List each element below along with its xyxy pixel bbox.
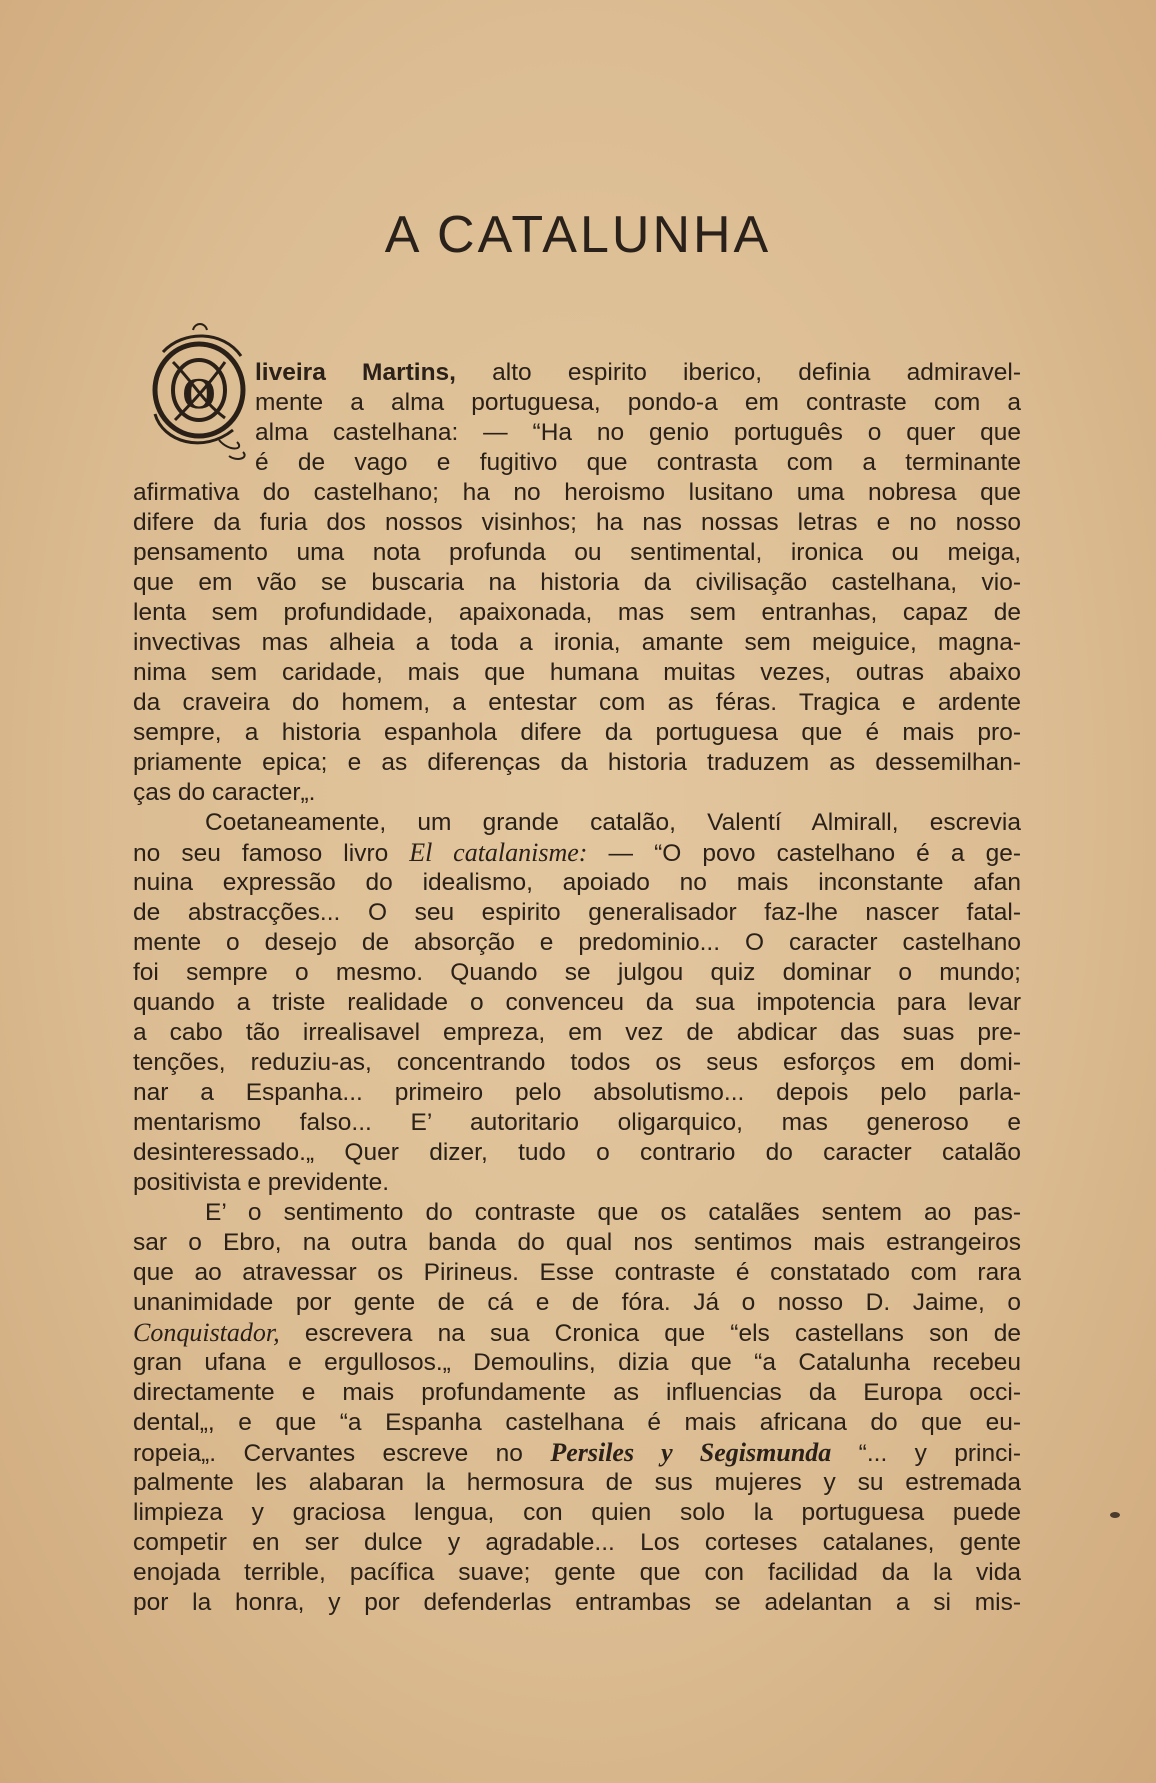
- text-line: [133, 958, 1021, 988]
- text-line: [133, 448, 1021, 478]
- text-run: pensamento uma nota profunda ou sentimental, ironica ou meiga,: [133, 539, 1021, 566]
- text-line: [133, 928, 1021, 958]
- text-line: [133, 1078, 1021, 1108]
- text-run: escrevera na sua Cronica que “els castellans son de: [279, 1320, 1021, 1347]
- text-run: quando a triste realidade o convenceu da sua impotencia para levar: [133, 989, 1021, 1016]
- text-run: por la honra, y por defenderlas entrambas se adelantan a si mis-: [133, 1589, 1021, 1616]
- text-line: [133, 778, 1021, 808]
- text-line: [133, 1198, 1021, 1228]
- text-run: priamente epica; e as diferenças da historia traduzem as dessemilhan-: [133, 749, 1021, 776]
- text-line: [133, 1258, 1021, 1288]
- text-run: da craveira do homem, a entestar com as féras. Tragica e ardente: [133, 689, 1021, 716]
- text-run: de abstracções... O seu espirito generalisador faz-lhe nascer fatal-: [133, 899, 1021, 926]
- text-line: [133, 388, 1021, 418]
- text-line: [133, 598, 1021, 628]
- text-line: [133, 1168, 1021, 1198]
- text-line: [133, 568, 1021, 598]
- text-run: ropeia„. Cervantes escreve no: [133, 1440, 551, 1467]
- text-run: tenções, reduziu-as, concentrando todos os seus esforços em domi-: [133, 1049, 1021, 1076]
- text-run: difere da furia dos nossos visinhos; ha nas nossas letras e no nosso: [133, 509, 1021, 536]
- text-run: que em vão se buscaria na historia da civilisação castelhana, vio-: [133, 569, 1021, 596]
- page-title: A CATALUNHA: [384, 206, 772, 264]
- text-run: afirmativa do castelhano; ha no heroismo lusitano uma nobresa que: [133, 479, 1021, 506]
- text-run: nar a Espanha... primeiro pelo absolutismo... depois pelo parla-: [133, 1079, 1021, 1106]
- text-line: [133, 688, 1021, 718]
- text-run: invectivas mas alheia a toda a ironia, amante sem meiguice, magna-: [133, 629, 1021, 656]
- text-run: sempre, a historia espanhola difere da portuguesa que é mais pro-: [133, 719, 1021, 746]
- paper-blemish: [1110, 1512, 1120, 1518]
- text-run: E’ o sentimento do contraste que os catalães sentem ao pas-: [205, 1199, 1021, 1226]
- text-line: [133, 658, 1021, 688]
- text-line: [133, 1018, 1021, 1048]
- text-run: competir en ser dulce y agradable... Los corteses catalanes, gente: [133, 1529, 1021, 1556]
- italic-title: Persiles y Segismunda: [550, 1438, 832, 1467]
- text-run: gran ufana e ergullosos.„ Demoulins, dizia que “a Catalunha recebeu: [133, 1349, 1021, 1376]
- text-line: [133, 358, 1021, 388]
- text-run: Coetaneamente, um grande catalão, Valentí Almirall, escrevia: [205, 809, 1021, 836]
- bold-name: liveira Martins,: [255, 359, 456, 386]
- italic-title: El catalanisme:: [409, 838, 588, 867]
- text-line: [133, 508, 1021, 538]
- text-run: lenta sem profundidade, apaixonada, mas sem entranhas, capaz de: [133, 599, 1021, 626]
- text-line: [133, 838, 1021, 868]
- text-line: [133, 1288, 1021, 1318]
- text-line: [133, 1558, 1021, 1588]
- text-run: nuina expressão do idealismo, apoiado no mais inconstante afan: [133, 869, 1021, 896]
- dropcap-letter: O: [181, 369, 217, 418]
- text-run: — “O povo castelhano é a ge-: [587, 840, 1021, 867]
- text-run: é de vago e fugitivo que contrasta com a terminante: [255, 449, 1021, 476]
- text-line: [133, 988, 1021, 1018]
- text-run: nima sem caridade, mais que humana muitas vezes, outras abaixo: [133, 659, 1021, 686]
- text-line: [133, 1408, 1021, 1438]
- text-run: “... y princi-: [831, 1440, 1021, 1467]
- text-line: [133, 628, 1021, 658]
- text-line: [133, 1348, 1021, 1378]
- text-line: [133, 418, 1021, 448]
- text-line: [133, 538, 1021, 568]
- text-run: mente a alma portuguesa, pondo-a em contraste com a: [255, 389, 1021, 416]
- text-run: alto espirito iberico, definia admiravel-: [455, 359, 1021, 386]
- text-line: [133, 1378, 1021, 1408]
- text-run: alma castelhana: — “Ha no genio português o quer que: [255, 419, 1021, 446]
- text-run: desinteressado.„ Quer dizer, tudo o contrario do caracter catalão: [133, 1139, 1021, 1166]
- text-line: [133, 1108, 1021, 1138]
- text-run: ças do caracter„.: [133, 779, 316, 806]
- text-line: [133, 1498, 1021, 1528]
- text-run: a cabo tão irrealisavel empreza, em vez de abdicar das suas pre-: [133, 1019, 1021, 1046]
- text-run: mentarismo falso... E’ autoritario oligarquico, mas generoso e: [133, 1109, 1021, 1136]
- text-run: foi sempre o mesmo. Quando se julgou quiz dominar o mundo;: [133, 959, 1021, 986]
- text-run: no seu famoso livro: [133, 840, 410, 867]
- text-run: positivista e previdente.: [133, 1169, 390, 1196]
- text-run: sar o Ebro, na outra banda do qual nos sentimos mais estrangeiros: [133, 1229, 1021, 1256]
- text-line: [133, 1138, 1021, 1168]
- text-line: [133, 1048, 1021, 1078]
- text-run: palmente les alabaran la hermosura de sus mujeres y su estremada: [133, 1469, 1021, 1496]
- text-line: [133, 1468, 1021, 1498]
- text-line: [133, 1438, 1021, 1468]
- text-line: [133, 718, 1021, 748]
- text-run: unanimidade por gente de cá e de fóra. Já o nosso D. Jaime, o: [133, 1289, 1021, 1316]
- text-line: [133, 748, 1021, 778]
- text-run: enojada terrible, pacífica suave; gente que con facilidad da la vida: [133, 1559, 1021, 1586]
- text-line: [133, 478, 1021, 508]
- italic-title: Conquistador,: [133, 1318, 280, 1347]
- text-line: [133, 868, 1021, 898]
- text-line: [133, 808, 1021, 838]
- text-run: dental„, e que “a Espanha castelhana é mais africana do que eu-: [133, 1409, 1021, 1436]
- body-text: [133, 358, 1021, 1618]
- text-line: [133, 1228, 1021, 1258]
- text-run: directamente e mais profundamente as influencias da Europa occi-: [133, 1379, 1021, 1406]
- text-run: limpieza y graciosa lengua, con quien solo la portuguesa puede: [133, 1499, 1021, 1526]
- text-line: [133, 1528, 1021, 1558]
- text-line: [133, 1318, 1021, 1348]
- text-run: mente o desejo de absorção e predominio... O caracter castelhano: [133, 929, 1021, 956]
- text-line: [133, 1588, 1021, 1618]
- text-line: [133, 898, 1021, 928]
- text-run: que ao atravessar os Pirineus. Esse contraste é constatado com rara: [133, 1259, 1021, 1286]
